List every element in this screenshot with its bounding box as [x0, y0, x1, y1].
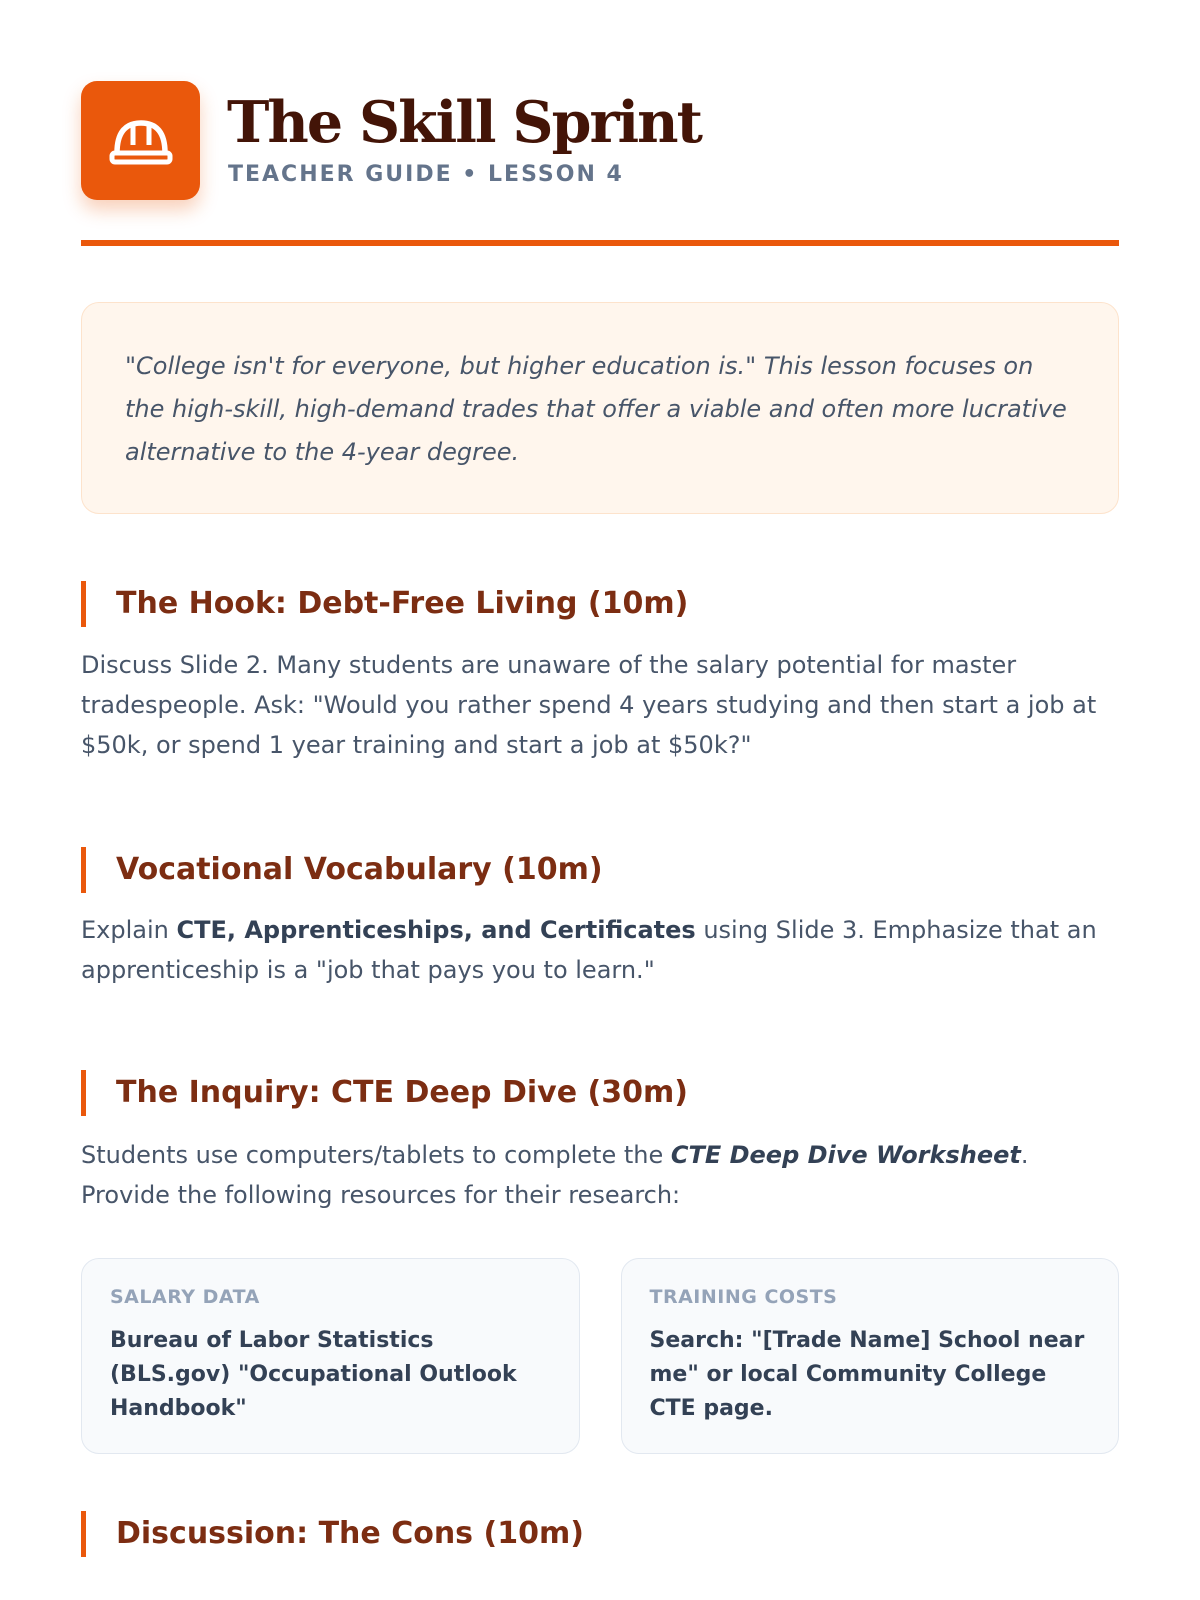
worksheet-title: CTE Deep Dive Worksheet [670, 1141, 1021, 1169]
vocab-text-end: using Slide 3. Emphasize that an apprenticeship is a "job that pays you to learn." [81, 916, 1097, 984]
inquiry-text-start: Students use computers/tablets to complete the [81, 1141, 671, 1169]
guide-header [81, 0, 1119, 246]
resource-text: Search: "[Trade Name] School near me" or local Community College CTE page. [649, 1328, 1085, 1421]
resource-label: TRAINING COSTS [649, 1286, 838, 1308]
logo-badge [81, 81, 200, 200]
vocab-key-terms: CTE, Apprenticeships, and Certificates [176, 916, 696, 944]
resource-card-salary [81, 1258, 580, 1454]
resource-label: SALARY DATA [110, 1286, 260, 1308]
hard-hat-icon [109, 115, 173, 167]
resource-cards [81, 1258, 1119, 1454]
inquiry-text-end: . Provide the following resources for their research: [81, 1141, 1029, 1209]
section-heading-discussion: Discussion: The Cons (10m) [81, 1511, 1119, 1557]
section-heading-vocabulary: Vocational Vocabulary (10m) [81, 847, 1119, 893]
page-subtitle: TEACHER GUIDE • LESSON 4 [228, 162, 624, 187]
section-heading-inquiry: The Inquiry: CTE Deep Dive (30m) [81, 1070, 1119, 1116]
resource-card-training [621, 1258, 1120, 1454]
section-body-hook: Discuss Slide 2. Many students are unaware of the salary potential for master tradespeople. Ask: "Would you rather spend 4 years studying and then start a job at $50k, or spend 1 year training and start a job at $50k?" [81, 651, 1097, 759]
section-heading-hook: The Hook: Debt-Free Living (10m) [81, 581, 1119, 627]
section-body-inquiry [81, 1135, 1119, 1215]
resource-text: Bureau of Labor Statistics (BLS.gov) "Occupational Outlook Handbook" [110, 1328, 517, 1421]
section-body-vocabulary [81, 910, 1119, 990]
intro-text: "College isn't for everyone, but higher education is." This lesson focuses on the high-skill, high-demand trades that offer a viable and often more lucrative alternative to the 4-year degree. [125, 352, 1067, 466]
intro-callout [81, 302, 1119, 514]
vocab-text-start: Explain [81, 916, 177, 944]
header-divider [81, 240, 1119, 246]
page-title: The Skill Sprint [227, 89, 701, 156]
